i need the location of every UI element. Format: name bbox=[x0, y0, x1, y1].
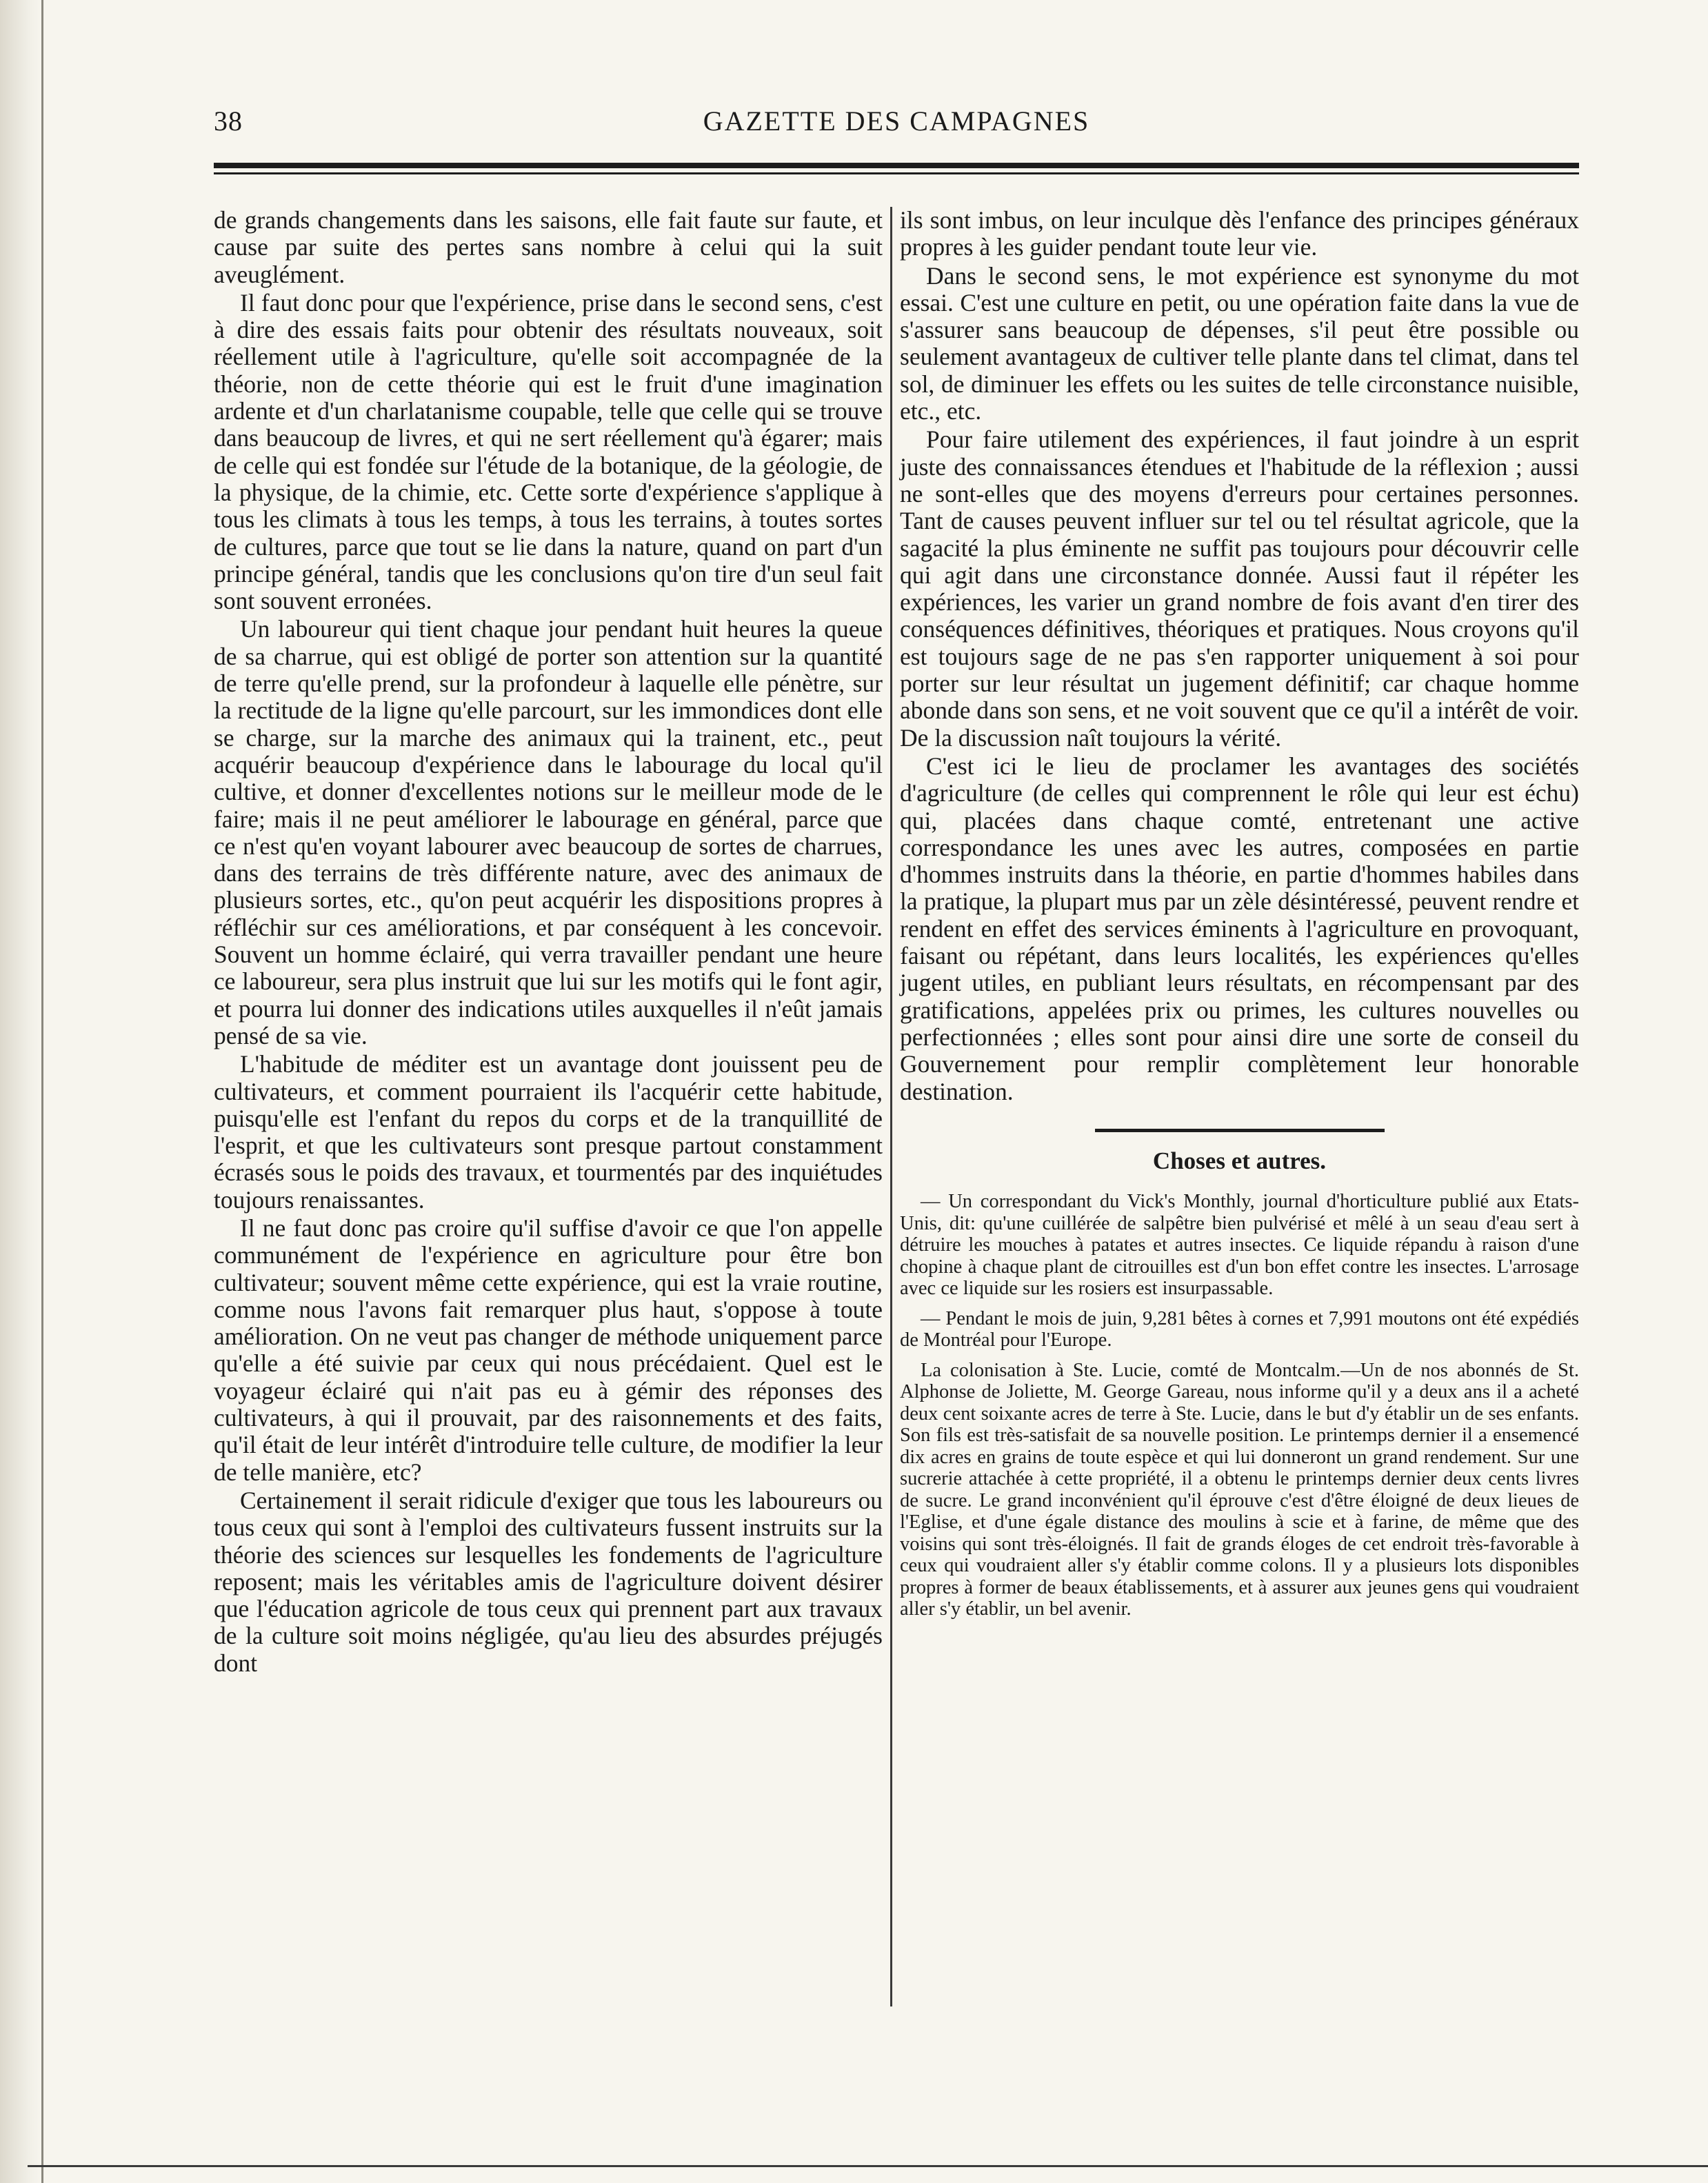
paragraph: Dans le second sens, le mot expérience est synonyme du mot essai. C'est une culture en petit, ou une opération faite dans la vue de s'assurer sans beaucoup de dépenses, s'il peut être possible ou seulement avantageux de cultiver telle plante dans tel climat, dans tel sol, de diminuer les effets ou les suites de telle circonstance nuisible, etc., etc. bbox=[900, 261, 1579, 425]
paragraph: ils sont imbus, on leur inculque dès l'enfance des principes généraux propres à les guider pendant toute leur vie. bbox=[900, 206, 1579, 261]
paragraph: Un laboureur qui tient chaque jour pendant huit heures la queue de sa charrue, qui est obligé de porter son attention sur la quantité de terre qu'elle prend, sur la profondeur à laquelle elle pénètre, sur la rectitude de la ligne qu'elle parcourt, sur les immondices dont elle se charge, sur la marche des animaux qui la trainent, etc., peut acquérir beaucoup d'expérience dans le labourage du local qu'il cultive, et donner d'excellentes notions sur le meilleur mode de le faire; mais il ne peut améliorer le labourage en général, parce que ce n'est qu'en voyant labourer avec beaucoup de sortes de charrues, dans des terrains de très différente nature, avec des animaux de plusieurs sortes, etc., qu'on peut acquérir les dispositions propres à réfléchir sur ces améliorations, et par conséquent à les concevoir. Souvent un homme éclairé, qui verra travailler pendant une heure ce laboureur, sera plus instruit que lui sur les motifs qui le font agir, et pourra lui donner des indications utiles auxquelles il n'eût jamais pensé de sa vie. bbox=[214, 615, 883, 1049]
page-edge-line bbox=[41, 0, 43, 2183]
news-item: — Un correspondant du Vick's Monthly, journal d'horticulture publié aux Etats-Unis, dit: qu'une cuillérée de salpêtre bien pulvérisé et mêlé à un seau d'eau sert à détruire les mouches à patates et autres insectes. Ce liquide répandu à raison d'une chopine à chaque plant de citrouilles est d'un bon effet contre les insectes. L'arrosage avec ce liquide sur les rosiers est insurpassable. bbox=[900, 1191, 1579, 1300]
paragraph: Certainement il serait ridicule d'exiger que tous les laboureurs ou tous ceux qui sont à l'emploi des cultivateurs fussent instruits sur la théorie des sciences sur lesquelles les fondements de l'agriculture reposent; mais les véritables amis de l'agriculture doivent désirer que l'éducation agricole de tous ceux qui prennent part aux travaux de la culture soit moins négligée, qu'au lieu des absurdes préjugés dont bbox=[214, 1486, 883, 1677]
header-rule-thick bbox=[214, 163, 1579, 168]
news-item: La colonisation à Ste. Lucie, comté de Montcalm.—Un de nos abonnés de St. Alphonse de Joliette, M. George Gareau, nous informe qu'il y a deux ans il a acheté deux cent soixante acres de terre à Ste. Lucie, dans le but d'y établir un de ses enfants. Son fils est très-satisfait de sa nouvelle position. Le printemps dernier il a ensemencé dix acres en grains de toute espèce et qui lui donneront un grand rendement. Sur une sucrerie attachée à cette propriété, il a obtenu le printemps dernier deux cents livres de sucre. Le grand inconvénient qu'il éprouve c'est d'être éloigné de deux lieues de l'Eglise, et d'une égale distance des moulins à scie et à farine, de même que des voisins qui sont très-éloignés. Il fait de grands éloges de cet endroit très-favorable à ceux qui voudraient aller s'y établir comme colons. Il y a plusieurs lots disponibles propres à former de beaux établissements, et à assurer aux jeunes gens qui voudraient aller s'y établir, un bel avenir. bbox=[900, 1359, 1579, 1620]
section-divider-rule bbox=[1095, 1129, 1385, 1132]
page-edge-shadow bbox=[0, 0, 41, 2183]
paragraph: C'est ici le lieu de proclamer les avantages des sociétés d'agriculture (de celles qui comprennent le rôle qui leur est échu) qui, placées dans chaque comté, entretenant une active correspondance les unes avec les autres, composées en partie d'hommes instruits dans la théorie, en partie d'hommes habiles dans la pratique, la plupart mus par un zèle désintéressé, peuvent rendre et rendent en effet des services éminents à l'agriculture en provoquant, faisant ou répétant, dans leurs localités, les expériences qu'elles jugent utiles, en publiant leurs résultats, en récompensant par des gratifications, appelées prix ou primes, les cultures nouvelles ou perfectionnées ; elles sont pour ainsi dire une sorte de conseil du Gouvernement pour remplir complètement leur honorable destination. bbox=[900, 752, 1579, 1105]
paragraph: Pour faire utilement des expériences, il faut joindre à un esprit juste des connaissances étendues et l'habitude de la réflexion ; aussi ne sont-elles que des moyens d'erreurs pour certaines personnes. Tant de causes peuvent influer sur tel ou tel résultat agricole, que la sagacité la plus éminente ne suffit pas toujours pour découvrir celle qui agit dans une circonstance donnée. Aussi faut il répéter les expériences, les varier un grand nombre de fois avant d'en tirer des conséquences définitives, théoriques et pratiques. Nous croyons qu'il est toujours sage de ne pas s'en rapporter uniquement à soi pour porter sur leur résultat un jugement définitif; car chaque homme abonde dans son sens, et ne voit souvent que ce qu'il a intérêt de voir. De la discussion naît toujours la vérité. bbox=[900, 425, 1579, 752]
column-divider bbox=[890, 207, 892, 2006]
paragraph: Il ne faut donc pas croire qu'il suffise d'avoir ce que l'on appelle communément de l'expérience en agriculture pour être bon cultivateur; souvent même cette expérience, qui est la vraie routine, comme nous l'avons fait remarquer plus haut, s'oppose à toute amélioration. On ne veut pas changer de méthode uniquement parce qu'elle a été suivie par ceux qui nous précédaient. Quel est le voyageur éclairé qui n'ait pas eu à gémir des réponses des cultivateurs, à qui il prouvait, par des raisonnements et des faits, qu'il était de leur intérêt d'introduire telle culture, de modifier la leur de telle manière, etc? bbox=[214, 1214, 883, 1486]
journal-title: GAZETTE DES CAMPAGNES bbox=[703, 105, 1090, 137]
left-column bbox=[214, 207, 883, 2013]
paragraph: L'habitude de méditer est un avantage dont jouissent peu de cultivateurs, et comment pourraient ils l'acquérir cette habitude, puisqu'elle est l'enfant du repos du corps et de la tranquillité de l'esprit, et que les cultivateurs sont presque partout constamment écrasés sous le poids des travaux, et tourmentés par des inquiétudes toujours renaissantes. bbox=[214, 1050, 883, 1214]
right-column bbox=[900, 207, 1579, 2013]
news-items bbox=[900, 1191, 1579, 1620]
paragraph: Il faut donc pour que l'expérience, prise dans le second sens, c'est à dire des essais faits pour obtenir des résultats nouveaux, soit réellement utile à l'agriculture, qu'elle soit accompagnée de la théorie, non de cette théorie qui est le fruit d'une imagination ardente et d'un charlatanisme coupable, telle que celle qui se trouve dans beaucoup de livres, et qui ne sert réellement qu'à égarer; mais de celle qui est fondée sur l'étude de la botanique, de la géologie, de la physique, de la chimie, etc. Cette sorte d'expérience s'applique à tous les climats à tous les temps, à tous les terrains, à toutes sortes de cultures, parce que tout se lie dans la nature, quand on part d'un principe général, tandis que les conclusions qu'on tire d'un seul fait sont souvent erronées. bbox=[214, 288, 883, 615]
bottom-rule bbox=[28, 2165, 1708, 2167]
header-rule-thin bbox=[214, 172, 1579, 174]
paragraph: de grands changements dans les saisons, elle fait faute sur faute, et cause par suite des pertes sans nombre à celui qui la suit aveuglément. bbox=[214, 206, 883, 288]
page-header bbox=[214, 105, 1579, 153]
news-item: — Pendant le mois de juin, 9,281 bêtes à cornes et 7,991 moutons ont été expédiés de Montréal pour l'Europe. bbox=[900, 1307, 1579, 1351]
page-number: 38 bbox=[214, 105, 243, 137]
section-title: Choses et autres. bbox=[1152, 1147, 1327, 1174]
